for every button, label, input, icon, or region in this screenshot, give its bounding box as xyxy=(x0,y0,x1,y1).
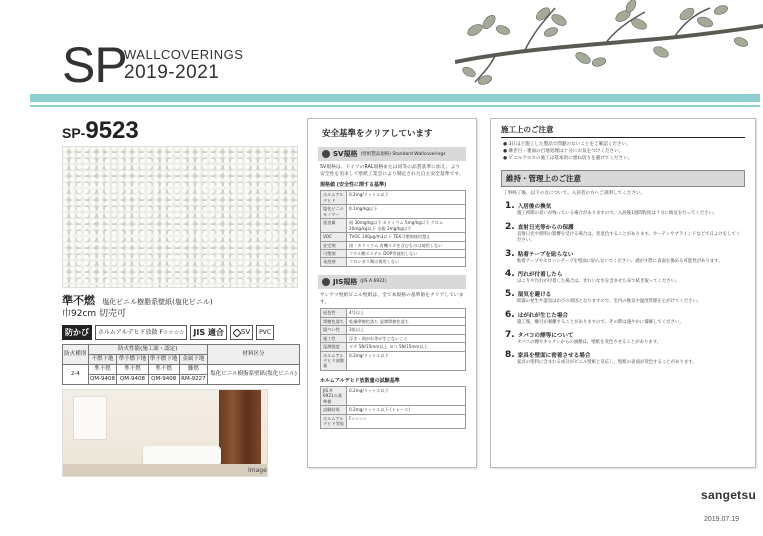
table-cell: フタル酸エステル DOP等使用しない xyxy=(347,250,466,258)
care-item-number: 6. xyxy=(505,309,515,320)
jis-table xyxy=(320,308,466,371)
table-row xyxy=(321,326,466,334)
care-item-text: 粘着テープやセロハンテープを壁面に貼らないでください。剥がす際に表面を傷める可能性があります。 xyxy=(517,258,723,264)
list-item xyxy=(505,201,743,217)
table-cell: 乾燥摩擦色落ち 湿潤摩擦色落ち xyxy=(347,317,466,325)
table-cell: 0.2mg/リットル以下 xyxy=(347,351,466,370)
table-row xyxy=(321,414,466,428)
care-item-text: タバコの煙やキッチンからの油煙は、壁紙を変色させることがあります。 xyxy=(517,340,662,346)
formaldehyde-subheading: ホルムアルデヒド放散量の試験基準 xyxy=(320,377,400,384)
care-sheet xyxy=(490,118,756,468)
table-row xyxy=(321,258,466,266)
list-item xyxy=(505,222,743,245)
table-cell: ホルムアルデヒド放散量 xyxy=(321,351,347,370)
care-item-number: 3. xyxy=(505,248,515,259)
jis-icon xyxy=(322,278,330,286)
sv-badge-label: SV xyxy=(240,328,251,336)
care-item-number: 8. xyxy=(505,350,515,361)
mold-badge: 防かび xyxy=(62,325,92,340)
table-row xyxy=(321,205,466,219)
table-cell: 塩化ビニルモノマー xyxy=(321,205,347,219)
table-cell: TVOC 100μg/m3以下 TEX可塑剤使用禁止 xyxy=(347,233,466,241)
care-item-number: 5. xyxy=(505,289,515,300)
list-item xyxy=(505,249,743,265)
formaldehyde-badge: ホルムアルデヒド放散 F☆☆☆☆ xyxy=(95,325,187,340)
table-cell: 試験結果 xyxy=(321,406,347,414)
table-cell: フロンガス類は使用しない xyxy=(347,258,466,266)
product-code xyxy=(62,117,139,145)
list-item: ● 3日ほど施工した製品で問題のないことをご確認ください。 xyxy=(503,142,631,147)
table-cell: 退色性 xyxy=(321,309,347,317)
table-row xyxy=(321,386,466,405)
branch-illustration xyxy=(455,0,763,90)
table-cell: VOC xyxy=(321,233,347,241)
sv-icon xyxy=(322,150,330,158)
safety-sheet-title: 安全基準をクリアしています xyxy=(322,129,433,139)
table-cell: JIS A 6921の基準値 xyxy=(321,386,347,405)
list-item xyxy=(505,330,743,346)
spec-table xyxy=(62,344,300,385)
product-code-prefix: SP- xyxy=(62,125,86,141)
table-row xyxy=(321,351,466,370)
table-row xyxy=(321,406,466,414)
spec-use-value: 2-4 xyxy=(63,364,89,384)
table-cell: 湿潤強度 xyxy=(321,343,347,351)
spec-grade-value: 難燃 xyxy=(179,364,207,374)
formaldehyde-table xyxy=(320,386,466,429)
spec-material-value: 塩化ビニル樹脂系壁紙(塩化ビニル) xyxy=(208,364,300,384)
table-row xyxy=(321,241,466,249)
material-name: 塩化ビニル樹脂系壁紙(塩化ビニル) xyxy=(102,298,213,306)
width-label: 巾92cm 切売可 xyxy=(62,309,127,319)
install-notes-header: 施工上のご注意 xyxy=(501,124,745,138)
spec-subheader: 金属下地 xyxy=(179,354,207,364)
table-cell: 4号以上 xyxy=(347,309,466,317)
sv-description: SV規格は、ドイツのRAL規格または同等の品質基準に加え、より安全性を追求して壁紙工業会により制定された自主安全基準です。 xyxy=(320,165,464,178)
spec-grade-value: 準不燃 xyxy=(88,364,117,374)
table-cell: F☆☆☆☆ xyxy=(347,414,466,428)
list-item xyxy=(505,310,743,326)
care-item-text: 家具の塗料に含まれる成分がビニル壁紙と反応し、壁紙の表面が変色することがあります。 xyxy=(517,360,697,366)
table-cell: 0.1mg/kg以下 xyxy=(347,205,466,219)
fire-grade: 準不燃 xyxy=(62,294,95,307)
image-label: Image xyxy=(248,467,267,474)
diamond-icon xyxy=(233,329,241,337)
table-cell: 施工性 xyxy=(321,334,347,342)
care-item-text: 施工初期の臭いが残っている場合がありますので、入居後1週間程度は十分に換気を行ってください。 xyxy=(517,211,718,217)
list-item xyxy=(505,289,743,305)
table-row xyxy=(321,334,466,342)
brand-title: SP xyxy=(62,37,127,93)
care-notes-header: 維持・管理上のご注意 xyxy=(501,170,745,187)
sv-table xyxy=(320,190,466,267)
jis-section-title: JIS規格 xyxy=(333,277,358,286)
spec-subheader: 準不燃下地 xyxy=(148,354,179,364)
jis-section-header xyxy=(318,275,466,289)
spec-cert-value: RM-9227 xyxy=(179,374,207,384)
document-date: 2019.07.19 xyxy=(704,516,740,523)
care-item-text: ほこりや汚れが付着した場合は、きれいな水を含ませた布で拭き取ってください。 xyxy=(517,278,680,284)
care-item-text: 結露の発生や湿気はかびの原因となりますので、室内の換気や温度管理を心がけてください。 xyxy=(517,299,702,305)
install-note-text: ビニルクロスの施工は基本的に重ね切りを避けてください。 xyxy=(508,156,633,162)
spec-grade-value: 準不燃 xyxy=(117,364,148,374)
room-image xyxy=(62,389,268,477)
spec-header-use: 防火種別 xyxy=(63,345,89,365)
spec-cert-value: QM-9408 xyxy=(148,374,179,384)
spec-subheader: 不燃下地 xyxy=(88,354,117,364)
install-notes xyxy=(503,141,743,162)
sv-section-title: SV規格 xyxy=(333,150,358,158)
room-window xyxy=(73,396,107,440)
spec-header-construction: 防火性能(施工面・認定) xyxy=(88,345,207,355)
care-item-title: 直射日光等からの保護 xyxy=(517,224,574,231)
table-cell: 発泡剤 xyxy=(321,258,347,266)
install-note-text: 継ぎ目・裏面の目地処理は十分にお気をつけください。 xyxy=(508,149,624,155)
table-row xyxy=(321,317,466,325)
table-cell: タテ 5N/15mm以上 ヨコ 5N/15mm以上 xyxy=(347,343,466,351)
sv-section-header xyxy=(318,147,466,161)
jis-description: サンゲツ壁紙ビニル壁紙は、全て本規格の基準値をクリアしています。 xyxy=(320,292,464,306)
table-row xyxy=(321,250,466,258)
sv-badge xyxy=(230,325,253,340)
spec-header-material: 材料区分 xyxy=(208,345,300,365)
table-cell: 可塑剤 xyxy=(321,250,347,258)
care-item-title: タバコの煙等について xyxy=(517,333,574,340)
table-cell: 0.2mg/リットル以下 (トレース) xyxy=(347,406,466,414)
table-row xyxy=(321,343,466,351)
care-item-title: 汚れが付着したら xyxy=(517,271,563,278)
table-cell: 重金属 xyxy=(321,219,347,233)
care-item-number: 4. xyxy=(505,268,515,279)
table-row xyxy=(321,309,466,317)
sv-section-subtitle: (壁紙製品規格) Standard Wallcoverings xyxy=(360,152,446,157)
list-item: ● ビニルクロスの施工は基本的に重ね切りを避けてください。 xyxy=(503,156,633,162)
table-row xyxy=(321,191,466,205)
jis-section-subtitle: (JIS A 6921) xyxy=(360,279,387,285)
table-row xyxy=(321,233,466,241)
table-cell: 鉛 30mg/kg以下 カドミウム 5mg/kg以下 クロム 20mg/kg以下 水銀 2mg/kg以下 xyxy=(347,219,466,233)
list-item xyxy=(505,350,743,366)
product-code-number: 9523 xyxy=(85,117,139,144)
sv-subheading: 規格値 (安全性に関する基準) xyxy=(320,182,387,189)
spec-grade-value: 準不燃 xyxy=(148,364,179,374)
table-cell: ホルムアルデヒド等級 xyxy=(321,414,347,428)
table-cell: 0.2mg/リットル以下 xyxy=(347,191,466,205)
table-cell: 鉛・カドミウム 有機スズを含むものは使用しない xyxy=(347,241,466,249)
care-item-title: 粘着テープを貼らない xyxy=(517,251,574,258)
table-row xyxy=(321,219,466,233)
table-cell: 隠ぺい性 xyxy=(321,326,347,334)
table-cell: 摩擦色落ち xyxy=(321,317,347,325)
care-intro: 工事終了後、以下の点について、入居者の方へご説明してください。 xyxy=(503,191,646,197)
header-accent-bar xyxy=(30,94,760,102)
care-item-number: 7. xyxy=(505,330,515,341)
header-accent-line xyxy=(30,105,760,107)
table-cell: 安定剤 xyxy=(321,241,347,249)
jis-badge: JIS 適合 xyxy=(190,325,227,340)
sangetsu-logo: sangetsu xyxy=(701,488,757,502)
texture-swatch xyxy=(62,146,298,288)
certification-badges xyxy=(62,325,274,340)
brand-category: WALLCOVERINGS xyxy=(124,47,244,62)
care-item-title: 湿気を避ける xyxy=(517,292,552,299)
room-floor xyxy=(63,464,267,476)
care-item-title: はがれが生じた場合 xyxy=(517,312,569,319)
list-item xyxy=(505,269,743,285)
list-item: ● 継ぎ目・裏面の目地処理は十分にお気をつけください。 xyxy=(503,149,624,155)
care-item-number: 2. xyxy=(505,221,515,232)
table-cell: 0.2mg/リットル以下 xyxy=(347,386,466,405)
table-cell: ホルムアルデヒド xyxy=(321,191,347,205)
spec-cert-value: QM-9408 xyxy=(88,374,117,384)
safety-sheet xyxy=(307,118,477,468)
brand-years: 2019-2021 xyxy=(124,62,220,83)
care-item-text: 施工後、継目が剥離することがありますので、その際は速やかに補修してください。 xyxy=(517,319,684,325)
care-item-text: 直射日光や照明の影響を受ける場合は、変退色することがあります。カーテンやブラインドなどで日よけをしてください。 xyxy=(517,231,741,244)
pvc-badge: PVC xyxy=(256,325,274,340)
install-note-text: 3日ほど施工した製品で問題のないことをご確認ください。 xyxy=(508,142,631,147)
room-sofa xyxy=(143,446,221,466)
care-item-title: 家具を壁面に密着させる場合 xyxy=(517,353,591,360)
spec-subheader: 準不燃下地 xyxy=(117,354,148,364)
table-cell: 3級以上 xyxy=(347,326,466,334)
care-item-number: 1. xyxy=(505,201,515,212)
table-cell: 浮き・剥がれ等が生じないこと xyxy=(347,334,466,342)
care-item-title: 入居後の換気 xyxy=(517,204,552,211)
spec-cert-value: QM-9408 xyxy=(117,374,148,384)
